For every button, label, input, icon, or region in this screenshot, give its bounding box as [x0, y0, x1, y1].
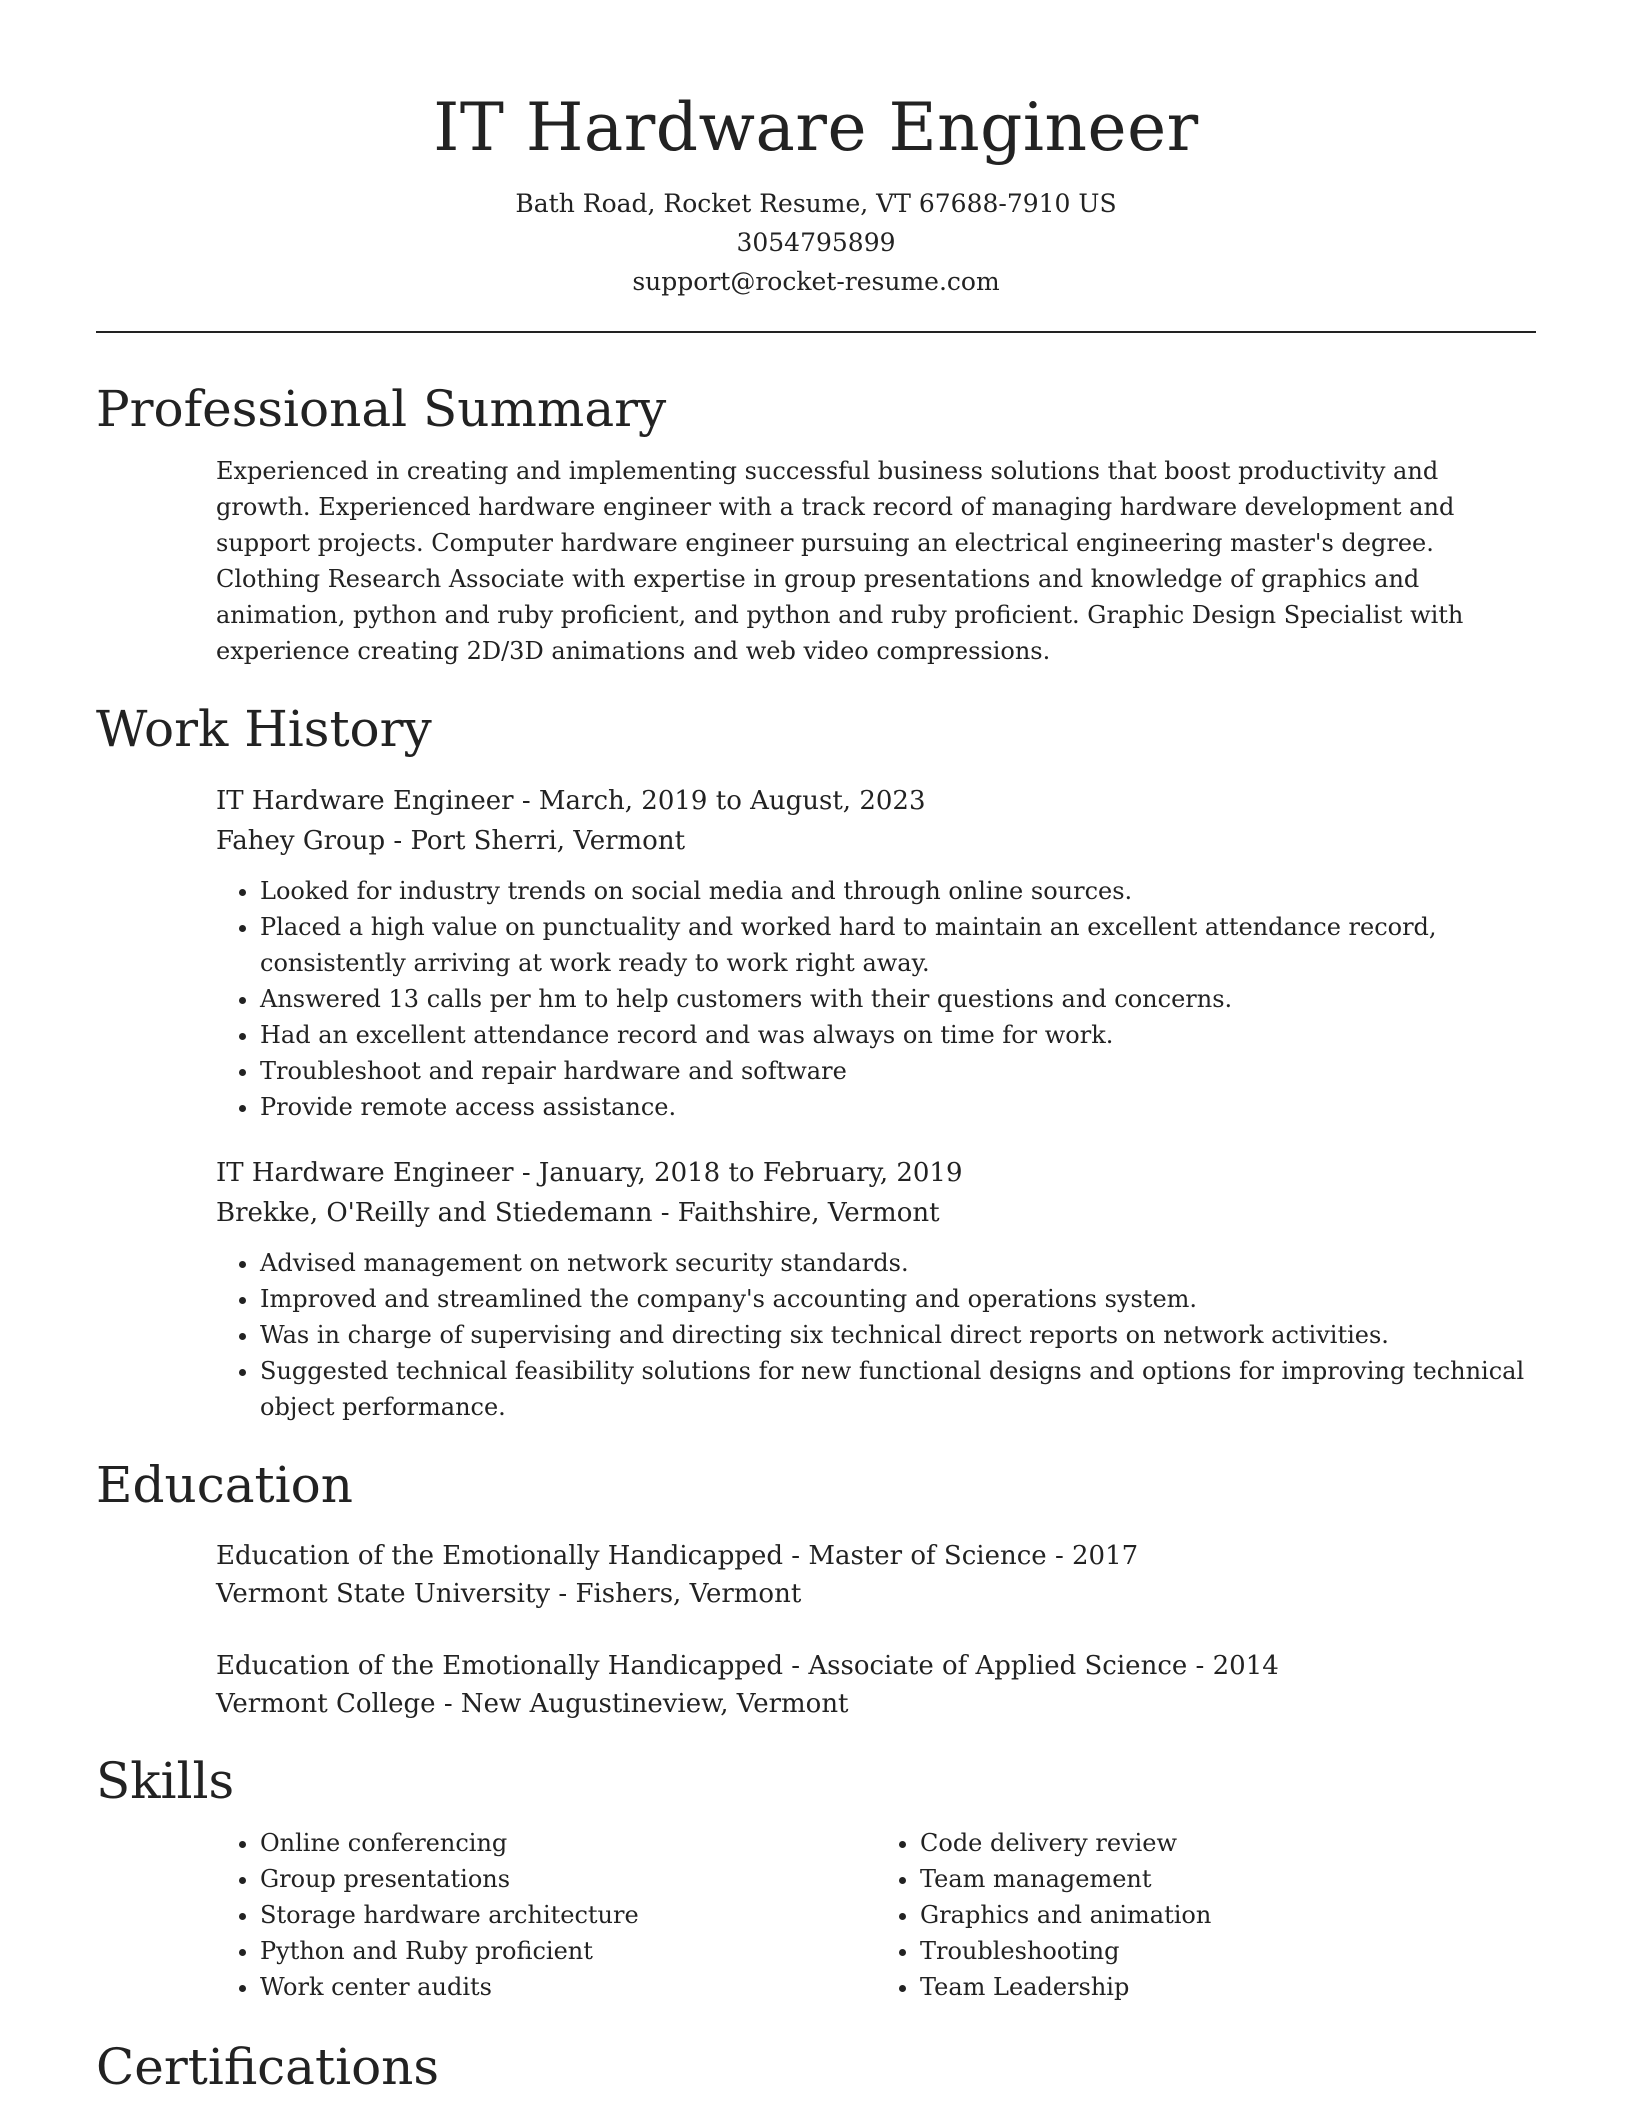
work-history-heading: Work History	[96, 700, 432, 758]
skills-section	[96, 1825, 1536, 2005]
separator: -	[1046, 1541, 1073, 1571]
list-item: • Work center audits	[260, 1969, 876, 2005]
job-company: Brekke, O'Reilly and Stiedemann	[216, 1198, 653, 1228]
job-bullets	[216, 873, 1536, 1125]
education-location: New Augustineview, Vermont	[460, 1689, 849, 1719]
list-item: • Placed a high value on punctuality and worked hard to maintain an excellent attendance record, consistently arriving at work ready to work right away.	[260, 909, 1536, 981]
contact-email: support@rocket-resume.com	[632, 267, 1000, 296]
list-item: • Answered 13 calls per hm to help customers with their questions and concerns.	[260, 981, 1536, 1017]
certifications-heading: Certifications	[96, 2038, 440, 2096]
list-item: • Team management	[920, 1861, 1536, 1897]
summary-heading: Professional Summary	[96, 380, 667, 438]
list-item: • Team Leadership	[920, 1969, 1536, 2005]
education-school-line	[216, 1575, 1536, 1613]
job-dates: March, 2019 to August, 2023	[538, 786, 926, 816]
list-item: • Had an excellent attendance record and was always on time for work.	[260, 1017, 1536, 1053]
job-title: IT Hardware Engineer	[216, 1158, 514, 1188]
separator: -	[513, 786, 539, 816]
separator: -	[652, 1198, 678, 1228]
education-degree: Associate of Applied Science	[808, 1651, 1188, 1681]
list-item: • Provide remote access assistance.	[260, 1089, 1536, 1125]
skills-heading: Skills	[96, 1752, 235, 1810]
resume-name: IT Hardware Engineer	[433, 89, 1199, 166]
skills-list-left	[216, 1825, 876, 2005]
list-item: • Group presentations	[260, 1861, 876, 1897]
list-item: • Troubleshooting	[920, 1933, 1536, 1969]
job-title-line	[216, 1153, 1536, 1193]
job-company: Fahey Group	[216, 826, 386, 856]
job-entry	[216, 1153, 1536, 1425]
education-field: Education of the Emotionally Handicapped	[216, 1651, 784, 1681]
list-item: • Graphics and animation	[920, 1897, 1536, 1933]
separator: -	[783, 1651, 809, 1681]
list-item: • Storage hardware architecture	[260, 1897, 876, 1933]
contact-address: Bath Road, Rocket Resume, VT 67688-7910 US	[515, 189, 1117, 218]
contact-phone: 3054795899	[736, 228, 896, 257]
list-item: • Online conferencing	[260, 1825, 876, 1861]
list-item: • Improved and streamlined the company's accounting and operations system.	[260, 1281, 1536, 1317]
summary-section	[96, 453, 1536, 669]
education-entry	[216, 1647, 1536, 1723]
job-bullets	[216, 1245, 1536, 1425]
education-school: Vermont State University	[216, 1579, 551, 1609]
list-item: • Python and Ruby proficient	[260, 1933, 876, 1969]
education-school: Vermont College	[216, 1689, 436, 1719]
education-degree-line	[216, 1537, 1536, 1575]
education-heading: Education	[96, 1456, 353, 1514]
education-entry	[216, 1537, 1536, 1613]
skills-columns	[216, 1825, 1536, 2005]
separator: -	[513, 1158, 539, 1188]
job-title: IT Hardware Engineer	[216, 786, 514, 816]
job-company-line	[216, 821, 1536, 861]
list-item: • Was in charge of supervising and directing six technical direct reports on network activities.	[260, 1317, 1536, 1353]
education-degree: Master of Science	[808, 1541, 1047, 1571]
header-divider	[96, 331, 1536, 333]
separator: -	[550, 1579, 576, 1609]
education-section	[96, 1537, 1536, 1723]
list-item: • Troubleshoot and repair hardware and software	[260, 1053, 1536, 1089]
separator: -	[435, 1689, 461, 1719]
job-title-line	[216, 781, 1536, 821]
job-dates: January, 2018 to February, 2019	[538, 1158, 963, 1188]
job-company-line	[216, 1193, 1536, 1233]
education-field: Education of the Emotionally Handicapped	[216, 1541, 784, 1571]
list-item: • Suggested technical feasibility solutions for new functional designs and options for improving technical object performance.	[260, 1353, 1536, 1425]
education-school-line	[216, 1685, 1536, 1723]
education-year: 2014	[1212, 1651, 1279, 1681]
job-location: Faithshire, Vermont	[677, 1198, 940, 1228]
work-history-section	[96, 781, 1536, 1425]
job-entry	[216, 781, 1536, 1125]
summary-text: Experienced in creating and implementing successful business solutions that boost productivity and growth. Experienced hardware engineer with a track record of managing hardware development and support projects. Computer hardware engineer pursuing an electrical engineering master's degree. Clothing Research Associate with expertise in group presentations and knowledge of graphics and animation, python and ruby proficient, and python and ruby proficient. Graphic Design Specialist with experience creating 2D/3D animations and web video compressions.	[216, 457, 1464, 665]
skills-list-right	[876, 1825, 1536, 2005]
education-degree-line	[216, 1647, 1536, 1685]
separator: -	[783, 1541, 809, 1571]
job-location: Port Sherri, Vermont	[410, 826, 686, 856]
list-item: • Looked for industry trends on social media and through online sources.	[260, 873, 1536, 909]
contact-block	[96, 184, 1536, 301]
education-year: 2017	[1072, 1541, 1139, 1571]
education-location: Fishers, Vermont	[575, 1579, 802, 1609]
list-item: • Code delivery review	[920, 1825, 1536, 1861]
separator: -	[1187, 1651, 1213, 1681]
list-item: • Advised management on network security standards.	[260, 1245, 1536, 1281]
resume-header	[96, 0, 1536, 301]
separator: -	[385, 826, 411, 856]
